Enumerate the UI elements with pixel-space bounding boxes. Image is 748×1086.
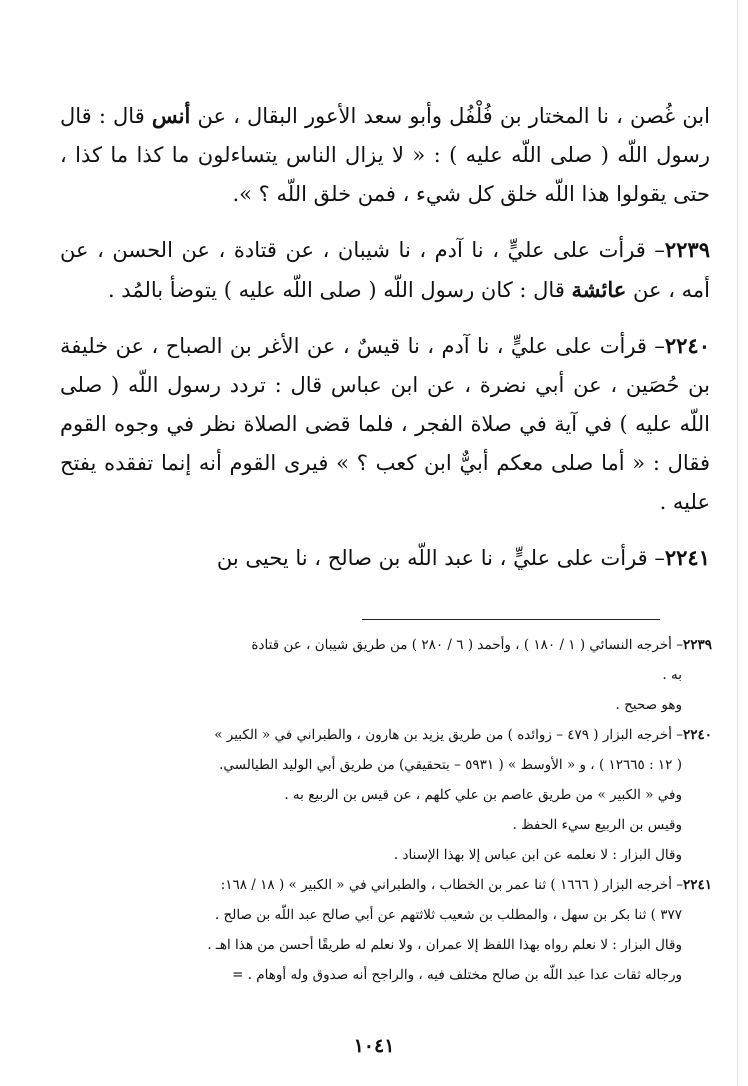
footnote-line [30,690,712,720]
footnote-text: – أخرجه البزار ( ٤٧٩ – زوائده ) من طريق يزيد بن هارون ، والطبراني في « الكبير » [214,727,683,743]
text-run: ابن غُصن ، نا المختار بن فُلْفُل وأبو سعد الأعور البقال ، عن [190,104,710,128]
footnote-text: وفي « الكبير » من طريق عاصم بن علي كلهم ، عن قيس بن الربيع به . [284,787,682,803]
footnote-text: – أخرجه النسائي ( ١ / ١٨٠ ) ، وأحمد ( ٦ / ٢٨٠ ) من طريق شيبان ، عن قتادة [251,637,683,653]
footnote-text: ورجاله ثقات عدا عبد اللّه بن صالح مختلف فيه ، والراجح أنه صدوق وله أوهام . = [232,967,682,983]
footnote-divider [362,619,660,620]
text-run: – قرأت على عليٍّ ، نا عبد اللّه بن صالح ، نا يحيى بن [216,546,665,570]
footnote-line [30,630,712,660]
footnote-text: ( ١٢ : ١٢٦٦٥ ) ، و « الأوسط » ( ٥٩٣١ – بتحقيقي) من طريق أبي الوليد الطيالسي. [219,757,682,773]
hadith-number: ٢٢٣٩ [664,237,710,262]
scan-edge-line [737,0,738,1086]
footnote-line [30,720,712,750]
footnote-text: به . [662,667,682,683]
paragraph-hadith-continuation [60,96,710,214]
footnote-text: وقال البزار : لا نعلمه عن ابن عباس إلا بهذا الإسناد . [393,847,682,863]
footnote-number: ٢٢٤٠ [682,727,712,743]
footnote-line [30,870,712,900]
text-run: قال : قال رسول اللّه ( صلى اللّه عليه ) : « لا يزال الناس يتساءلون ما كذا ما كذا ، حتى يقولوا هذا اللّه خلق كل شيء ، فمن خلق اللّه ؟ ». [60,104,710,206]
footnotes [30,630,712,990]
narrator-name: أنس [151,103,191,128]
text-run: – قرأت على عليٍّ ، نا آدم ، نا قيسٌ ، عن الأغر بن الصباح ، عن خليفة بن حُصَين ، عن أبي نضرة ، عن ابن عباس قال : تردد رسول اللّه ( صلى اللّه عليه ) في آية في صلاة الفجر ، فلما قضى الصلاة نظر في وجوه القوم فقال : « أما صلى معكم أبيٌّ ابن كعب ؟ » فيرى القوم أنه إنما تفقده يفتح عليه . [60,334,710,514]
footnote-line [30,750,712,780]
footnote-line [30,930,712,960]
paragraph-hadith-2240 [60,326,710,522]
footnote-line [30,660,712,690]
narrator-name: عائشة [571,277,627,302]
footnote-text: – أخرجه البزار ( ١٦٦٦ ) ثنا عمر بن الخطاب ، والطبراني في « الكبير » ( ١٨ / ١٦٨: [220,877,683,893]
footnote-line [30,900,712,930]
hadith-number: ٢٢٤٠ [664,333,710,358]
footnote-line [30,780,712,810]
text-run: – قرأت على عليٍّ ، نا آدم ، نا شيبان ، عن قتادة ، عن الحسن ، عن أمه ، عن [60,238,710,302]
footnote-line [30,810,712,840]
footnote-number: ٢٢٤١ [682,877,712,893]
paragraph-hadith-2241 [60,538,710,578]
footnote-text: وهو صحيح . [615,697,682,713]
hadith-number: ٢٢٤١ [664,545,710,570]
footnote-line [30,840,712,870]
page-number: ١٠٤١ [353,1035,395,1057]
footnote-text: وقيس بن الربيع سيء الحفظ . [512,817,682,833]
footnote-number: ٢٢٣٩ [682,637,712,653]
footnote-line [30,960,712,990]
text-run: قال : كان رسول اللّه ( صلى اللّه عليه ) يتوضأ بالمُد . [107,278,572,302]
footnote-text: ٣٧٧ ) ثنا بكر بن سهل ، والمطلب بن شعيب ثلاثتهم عن أبي صالح عبد اللّه بن صالح . [214,907,682,923]
paragraph-hadith-2239 [60,230,710,310]
footnote-text: وقال البزار : لا نعلم رواه بهذا اللفظ إلا عمران ، ولا نعلم له طريقًا أحسن من هذا اهـ . [207,937,682,953]
main-text [60,96,710,578]
